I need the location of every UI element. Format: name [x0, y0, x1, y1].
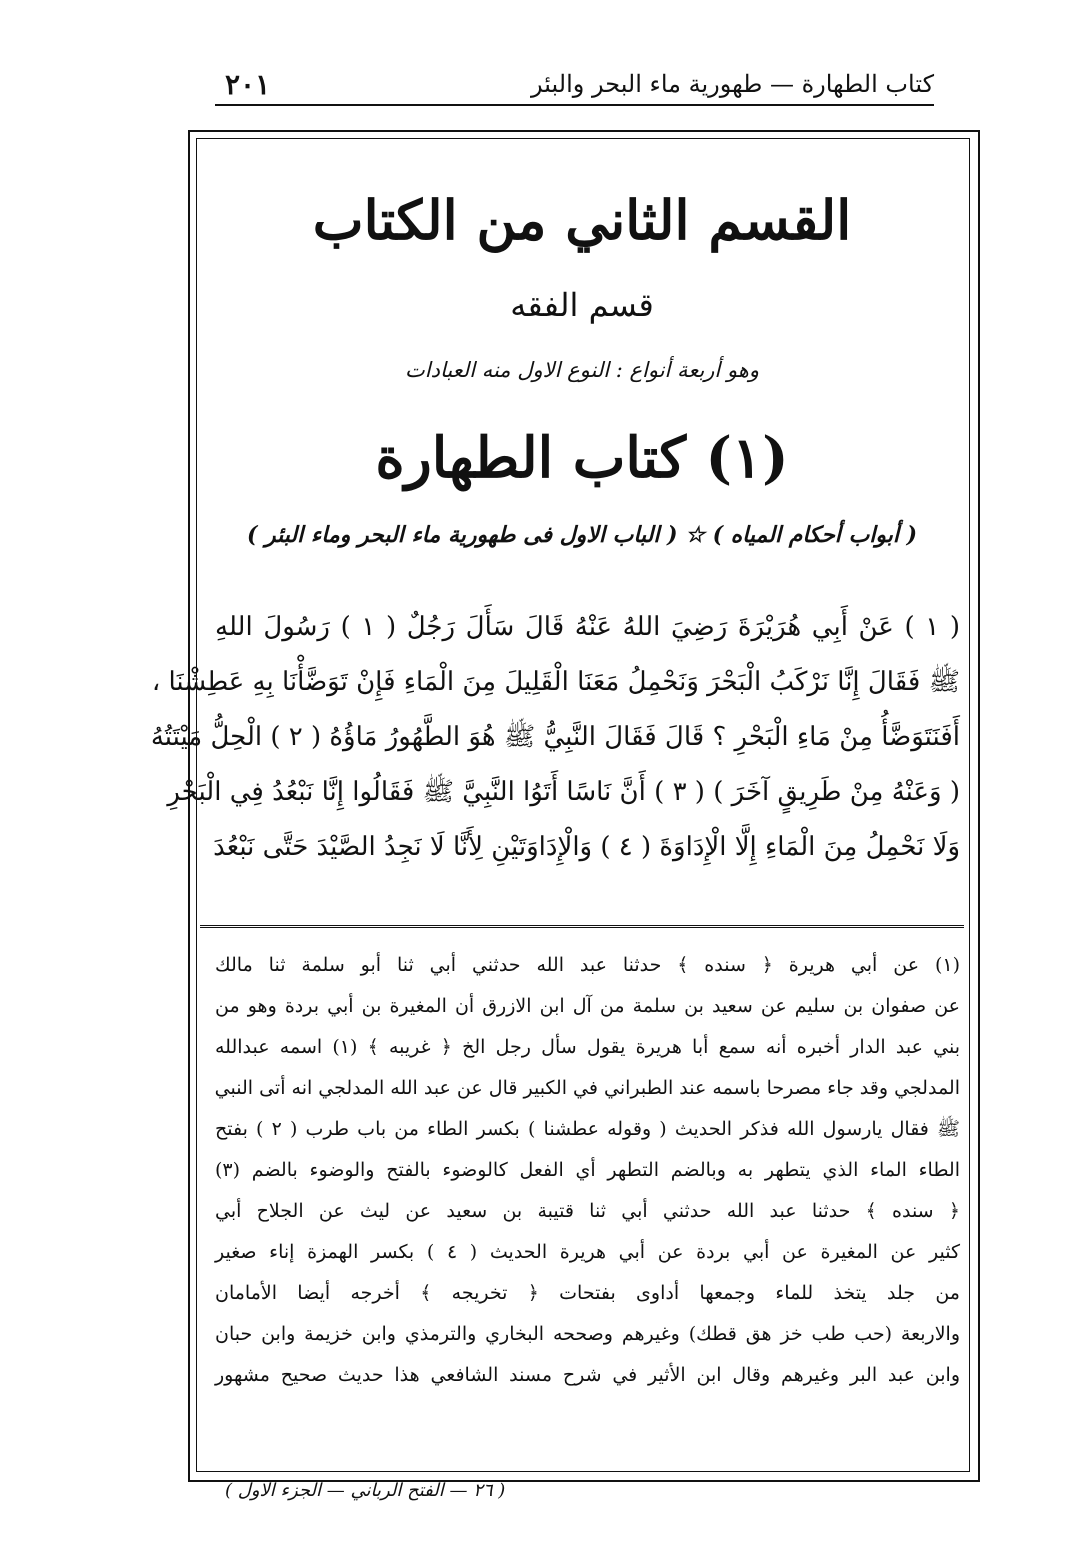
note-line: وابن عبد البر وغيرهم وقال ابن الأثير في شرح مسند الشافعي هذا حديث صحيح مشهور	[215, 1364, 960, 1386]
section-note: وهو أربعة أنواع : النوع الاول منه العبادات	[404, 358, 760, 382]
note-line: عن صفوان بن سليم عن سعيد بن سلمة من آل ابن الازرق أن المغيرة بن أبي بردة وهو من	[215, 995, 960, 1017]
note-line: ﴿ سنده ﴾ حدثنا عبد الله حدثني أبي ثنا قتيبة بن سعيد عن ليث عن الجلاح أبي	[215, 1200, 960, 1222]
hadith-line: وَلَا نَحْمِلُ مِنَ الْمَاءِ إِلَّا الْإِدَاوَةَ ( ٤ ) وَالْإِدَاوَتَيْنِ لِأَنَّا لَا نَجِدُ الصَّيْدَ حَتَّى نَبْعُدَ	[213, 832, 960, 862]
book-title: (١) كتاب الطهارة	[375, 425, 789, 491]
footnotes	[215, 945, 960, 1396]
note-line: والاربعة (حب طب خز هق قطك) وغيرهم وصححه البخاري والترمذي وابن خزيمة وابن حبان	[215, 1323, 960, 1345]
hadith-line: ( ١ ) عَنْ أَبِي هُرَيْرَةَ رَضِيَ اللهُ عَنْهُ قَالَ سَأَلَ رَجُلٌ ( ١ ) رَسُولَ اللهِ	[215, 612, 960, 642]
note-line: بني عبد الدار أخبره أنه سمع أبا هريرة يقول سأل رجل الخ ﴿ غريبه ﴾ (١) اسمه عبدالله	[215, 1036, 960, 1058]
chapter-heading: ( أبواب أحكام المياه ) ☆ ( الباب الاول فى طهورية ماء البحر وماء البئر )	[246, 522, 918, 548]
hadith-text	[150, 600, 960, 875]
page-footer: ( ٢٦ — الفتح الرباني — الجزء الاول )	[225, 1480, 506, 1501]
hadith-line: أَفَنَتَوَضَّأُ مِنْ مَاءِ الْبَحْرِ ؟ قَالَ فَقَالَ النَّبِيُّ ﷺ هُوَ الطَّهُورُ مَاؤُهُ ( ٢ ) الْحِلُّ مَيْتَتُهُ	[150, 722, 960, 752]
section-title: القسم الثاني من الكتاب	[312, 188, 852, 252]
page-number: ٢٠١	[225, 68, 271, 101]
header-title: كتاب الطهارة — طهورية ماء البحر والبئر	[531, 70, 934, 98]
hadith-line: ( وَعَنْهُ مِنْ طَرِيقٍ آخَرَ ) ( ٣ ) أَنَّ نَاسًا أَتَوُا النَّبِيَّ ﷺ فَقَالُوا إِنَّا نَبْعُدُ فِي الْبَحْرِ	[167, 777, 960, 807]
note-line: من جلد يتخذ للماء وجمعها أداوى بفتحات ﴿ تخريجه ﴾ أخرجه أيضا الأمامان	[215, 1282, 960, 1304]
hadith-line: ﷺ فَقَالَ إِنَّا نَرْكَبُ الْبَحْرَ وَنَحْمِلُ مَعَنَا الْقَلِيلَ مِنَ الْمَاءِ فَإِنْ تَوَضَّأْنَا بِهِ عَطِشْنَا ،	[151, 667, 960, 697]
section-subtitle: قسم الفقه	[510, 286, 654, 324]
note-line: المدلجي وقد جاء مصرحا باسمه عند الطبراني في الكبير قال عن عبد الله المدلجي انه أتى النبي	[214, 1077, 960, 1099]
header-rule	[215, 104, 934, 106]
notes-divider	[200, 925, 964, 928]
note-line: ﷺ فقال يارسول الله فذكر الحديث ( وقوله عطشنا ) بكسر الطاء من باب طرب ( ٢ ) بفتح	[215, 1118, 960, 1140]
note-line: كثير عن المغيرة عن أبي بردة عن أبي هريرة الحديث ( ٤ ) بكسر الهمزة إناء صغير	[215, 1241, 960, 1263]
note-line: الطاء الماء الذي يتطهر به وبالضم التطهر أي الفعل كالوضوء بالفتح والوضوء بالضم (٣)	[215, 1159, 960, 1181]
note-line: (١) عن أبي هريرة ﴿ سنده ﴾ حدثنا عبد الله حدثني أبي ثنا أبو سلمة ثنا مالك	[215, 954, 960, 976]
running-header	[215, 70, 934, 106]
